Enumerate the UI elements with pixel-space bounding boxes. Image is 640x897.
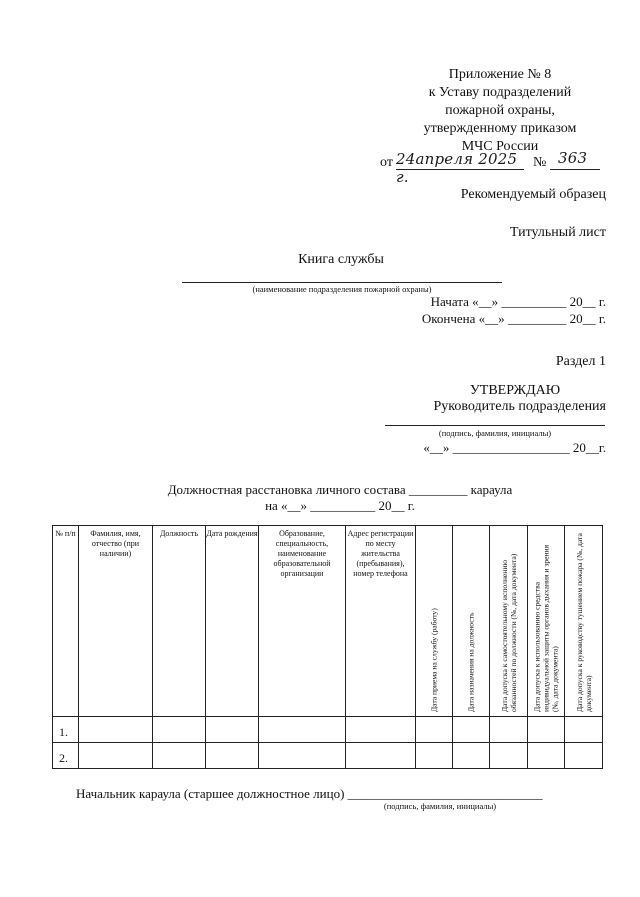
unit-name-line — [182, 282, 502, 283]
table-title-line1: Должностная расстановка личного состава _________ караула — [167, 482, 513, 497]
row-number: 2. — [53, 743, 79, 769]
title-page-label: Титульный лист — [509, 225, 606, 240]
col-header-appoint-date-text: Дата назначения на должность — [466, 612, 476, 712]
footer-signature-label: Начальник караула (старшее должностное лицо) ______________________________ — [76, 786, 543, 801]
col-header-education: Образование, специальность, наименование образовательной организации — [259, 526, 346, 717]
col-header-admission-duties-text: Дата допуска к самостоятельному исполнению обязанностей по должности (№, дата документа) — [499, 553, 518, 712]
col-header-admission-ppe-text: Дата допуска к использованию средства индивидуальной защиты органов дыхания и зрения (№, дата документа) — [532, 544, 560, 712]
table-row — [53, 743, 603, 769]
col-header-hire-date-text: Дата приема на службу (работу) — [429, 608, 439, 712]
order-prefix: от — [380, 155, 393, 170]
col-header-admission-firefighting-text: Дата допуска к руководству тушением пожара (№, дата документа) — [574, 533, 593, 712]
col-header-fullname: Фамилия, имя, отчество (при наличии) — [79, 526, 153, 717]
approve-signature-caption: (подпись, фамилия, инициалы) — [438, 428, 552, 438]
started-date: Начата «__» __________ 20__ г. — [430, 294, 606, 309]
section-label: Раздел 1 — [555, 354, 606, 369]
col-header-admission-firefighting — [565, 526, 603, 717]
footer-signature-caption: (подпись, фамилия, инициалы) — [383, 801, 497, 811]
col-header-admission-duties — [490, 526, 528, 717]
appendix-line1: Приложение № 8 — [448, 67, 552, 82]
appendix-line3: пожарной охраны, — [445, 103, 555, 118]
col-header-appoint-date — [453, 526, 490, 717]
appendix-line5: МЧС России — [461, 139, 539, 154]
col-header-admission-ppe — [528, 526, 565, 717]
approve-title: УТВЕРЖДАЮ — [469, 383, 561, 398]
table-title-line2: на «__» __________ 20__ г. — [265, 498, 415, 513]
book-title: Книга службы — [298, 252, 384, 267]
appendix-line2: к Уставу подразделений — [428, 85, 572, 100]
col-header-position: Должность — [153, 526, 206, 717]
personnel-table — [52, 525, 603, 769]
table-row — [53, 717, 603, 743]
col-header-hire-date — [416, 526, 453, 717]
col-header-number: № п/п — [53, 526, 79, 717]
approve-signature-line — [385, 425, 605, 426]
order-no-handwritten: 363 — [558, 149, 588, 167]
row-number: 1. — [53, 717, 79, 743]
appendix-line4: утвержденному приказом — [423, 121, 577, 136]
table-header-row — [53, 526, 603, 717]
order-date-handwritten: 24апреля 2025 г. — [396, 150, 518, 186]
order-date-underline — [396, 169, 524, 170]
order-no-label: № — [533, 155, 547, 170]
approve-date: «__» __________________ 20__г. — [423, 440, 606, 455]
appendix-header — [400, 66, 600, 156]
order-no-underline — [550, 169, 600, 170]
unit-name-caption: (наименование подразделения пожарной охраны) — [252, 284, 432, 294]
recommended-sample: Рекомендуемый образец — [460, 187, 606, 202]
ended-date: Окончена «__» _________ 20__ г. — [421, 311, 606, 326]
table-title — [150, 482, 530, 514]
col-header-address: Адрес регистрации по месту жительства (пребывания), номер телефона — [346, 526, 416, 717]
approve-role: Руководитель подразделения — [433, 399, 606, 414]
col-header-birthdate: Дата рождения — [206, 526, 259, 717]
